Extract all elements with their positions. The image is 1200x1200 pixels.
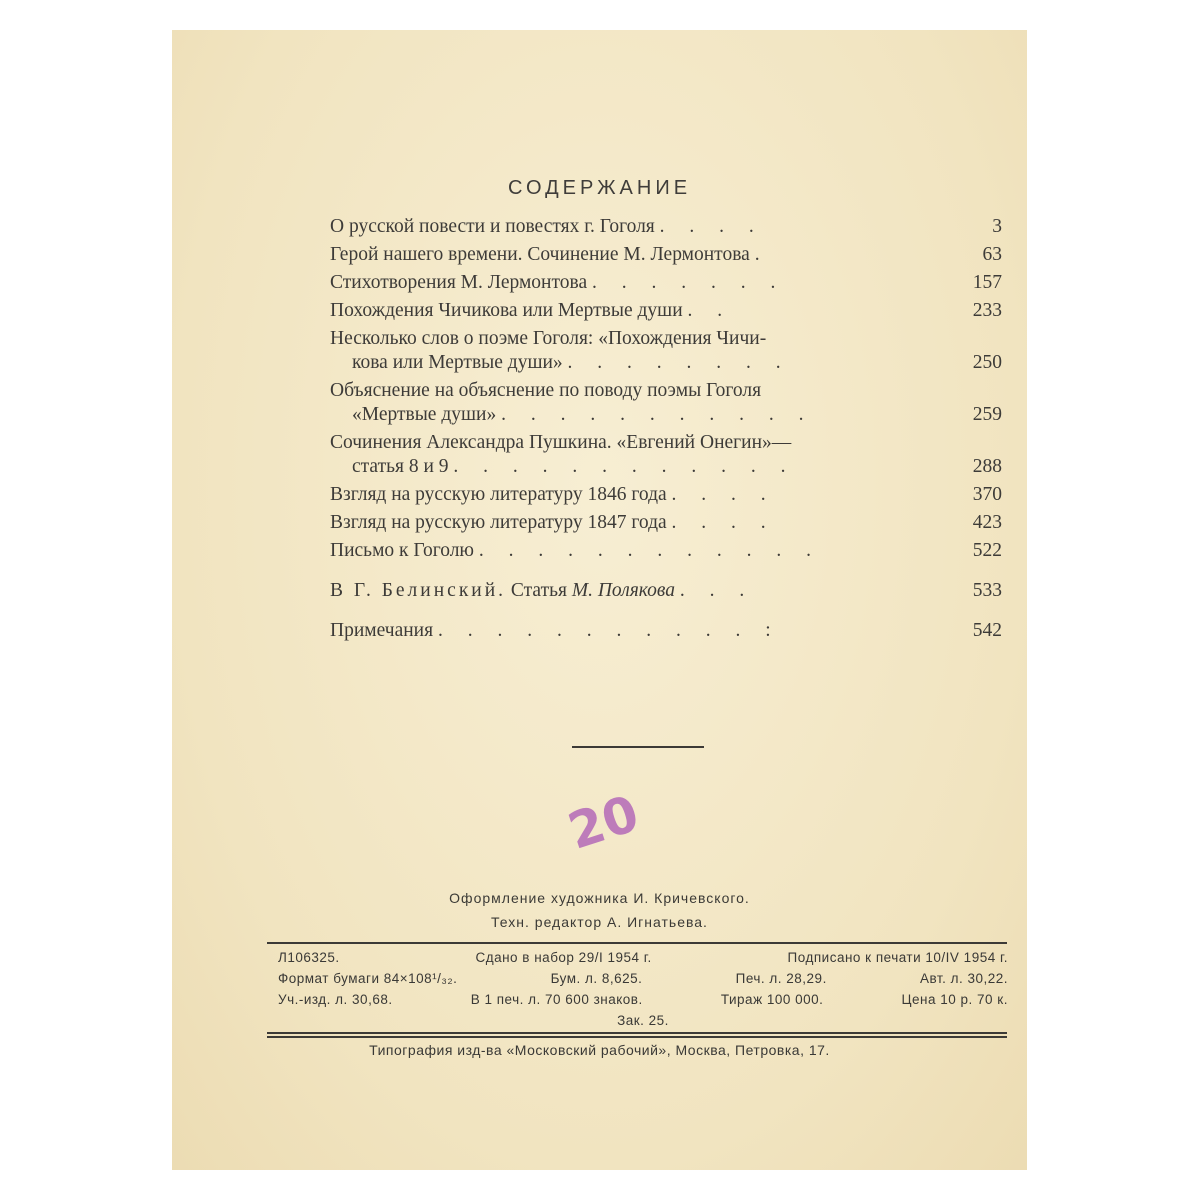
leader-dots: . . . .: [659, 216, 764, 237]
toc-entry-title: Герой нашего времени. Сочинение М. Лермонтова: [330, 244, 750, 265]
toc-entry: [330, 327, 1002, 375]
toc-entry: [330, 539, 1002, 563]
table-of-contents: [330, 215, 1002, 647]
leader-dots: . . . . . . . .: [567, 352, 791, 373]
leader-dots: .: [754, 244, 770, 265]
toc-entry-title-cont: кова или Мертвые души»: [352, 352, 563, 373]
imprint-order-number: Зак. 25.: [617, 1013, 669, 1028]
toc-entry-title: Взгляд на русскую литературу 1847 года: [330, 512, 667, 533]
imprint-row-4: [278, 1013, 1008, 1028]
toc-entry-notes: [330, 619, 1002, 643]
toc-entry: [330, 299, 1002, 323]
imprint-row-3: [278, 992, 1008, 1007]
toc-entry-belinsky: [330, 579, 1002, 603]
toc-page-number: 423: [972, 512, 1002, 533]
imprint-field: В 1 печ. л. 70 600 знаков.: [470, 992, 643, 1007]
toc-page-number: 288: [972, 456, 1002, 477]
toc-entry-author: В Г. Белинский.: [330, 580, 507, 601]
imprint-field: Сдано в набор 29/I 1954 г.: [475, 950, 652, 965]
imprint-field: Тираж 100 000.: [720, 992, 824, 1007]
imprint-field: Уч.-изд. л. 30,68.: [278, 992, 393, 1007]
leader-dots: . . .: [679, 580, 755, 601]
toc-page-number: 3: [992, 216, 1002, 237]
imprint-field: Формат бумаги 84×108¹/₃₂.: [278, 971, 458, 986]
leader-dots: . . . . . . . . . . . .: [478, 540, 821, 561]
imprint-field: Л106325.: [278, 950, 340, 965]
leader-dots: . . . . . . .: [591, 272, 786, 293]
toc-entry-word: Статья: [510, 580, 567, 601]
separator-rule: [572, 746, 704, 748]
toc-page-number: 522: [972, 540, 1002, 561]
credit-editor: Техн. редактор А. Игнатьева.: [491, 914, 708, 930]
toc-entry-title: Объяснение на объяснение по поводу поэмы Гоголя: [330, 380, 762, 401]
toc-entry: [330, 431, 1002, 479]
toc-page-number: 542: [972, 620, 1002, 641]
imprint-field: Подписано к печати 10/IV 1954 г.: [787, 950, 1008, 965]
toc-entry: [330, 483, 1002, 507]
imprint-row-1: [278, 950, 1008, 965]
toc-entry-title: Примечания: [330, 620, 434, 641]
leader-dots: . . . . . . . . . . . .: [453, 456, 796, 477]
toc-entry: [330, 511, 1002, 535]
toc-entry-title-cont: «Мертвые души»: [352, 404, 497, 425]
toc-entry-initial: М.: [571, 580, 593, 601]
toc-page-number: 370: [972, 484, 1002, 505]
toc-entry-title: Стихотворения М. Лермонтова: [330, 272, 588, 293]
toc-page-number: 250: [972, 352, 1002, 373]
toc-page-number: 533: [972, 580, 1002, 601]
credit-design: Оформление художника И. Кричевского.: [449, 890, 750, 906]
imprint-field: Печ. л. 28,29.: [735, 971, 827, 986]
toc-entry-title: Взгляд на русскую литературу 1846 года: [330, 484, 667, 505]
toc-entry-title-cont: статья 8 и 9: [352, 456, 449, 477]
toc-entry: [330, 215, 1002, 239]
imprint-rule-middle: [267, 1032, 1007, 1034]
imprint-rule-top: [267, 942, 1007, 944]
toc-entry: [330, 379, 1002, 427]
leader-dots: . . . .: [671, 484, 776, 505]
toc-entry-title: Похождения Чичикова или Мертвые души: [330, 300, 683, 321]
toc-entry-title: Сочинения Александра Пушкина. «Евгений Онегин»—: [330, 432, 792, 453]
toc-page-number: 63: [982, 244, 1002, 265]
toc-title: СОДЕРЖАНИЕ: [507, 177, 692, 199]
printer-info: Типография изд-ва «Московский рабочий», Москва, Петровка, 17.: [369, 1042, 830, 1058]
toc-entry: [330, 243, 1002, 267]
imprint-field: Авт. л. 30,22.: [920, 971, 1008, 986]
book-page: [172, 30, 1027, 1170]
leader-dots: . . . . . . . . . . .: [501, 404, 814, 425]
leader-dots: . .: [687, 300, 733, 321]
toc-page-number: 259: [972, 404, 1002, 425]
toc-entry: [330, 271, 1002, 295]
leader-dots: . . . .: [671, 512, 776, 533]
ink-stamp-number: 20: [561, 784, 646, 861]
toc-page-number: 157: [972, 272, 1002, 293]
toc-entry-title: Несколько слов о поэме Гоголя: «Похождения Чичи-: [330, 328, 767, 349]
imprint-rule-bottom: [267, 1036, 1007, 1038]
imprint-field: Бум. л. 8,625.: [550, 971, 643, 986]
toc-entry-title: Письмо к Гоголю: [330, 540, 474, 561]
toc-page-number: 233: [972, 300, 1002, 321]
leader-dots: . . . . . . . . . . . :: [437, 620, 781, 641]
toc-entry-surname: Полякова: [597, 580, 675, 601]
imprint-row-2: [278, 971, 1008, 986]
imprint-field: Цена 10 р. 70 к.: [901, 992, 1008, 1007]
toc-entry-title: О русской повести и повестях г. Гоголя: [330, 216, 655, 237]
